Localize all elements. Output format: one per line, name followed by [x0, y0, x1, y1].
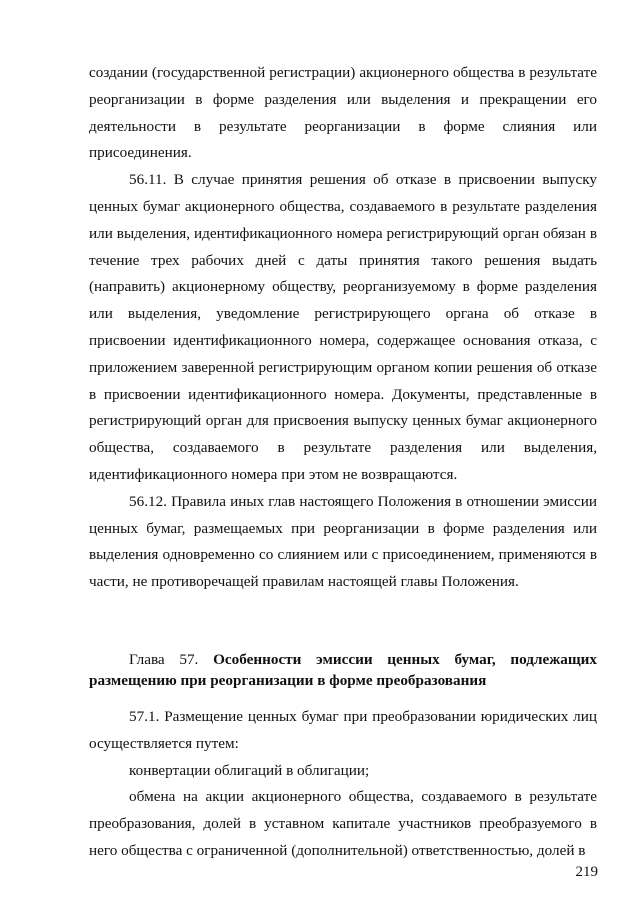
list-item-conversion: конвертации облигаций в облигации;: [129, 761, 370, 779]
paragraph-57-1: 57.1. Размещение ценных бумаг при преобразовании юридических лиц осуществляется путем:: [89, 707, 597, 752]
chapter-heading: [89, 649, 597, 691]
paragraph-56-11: 56.11. В случае принятия решения об отказе в присвоении выпуску ценных бумаг акционерного общества, создаваемого в результате разделения или выделения, идентификационного номера регистрирующий орган обязан в течение трех рабочих дней с даты принятия такого решения выдать (направить) акционерному обществу, реорганизуемому в форме разделения или выделения, уведомление регистрирующего органа об отказе в присвоении идентификационного номера, содержащее основания отказа, с приложением заверенной регистрирующим органом копии решения об отказе в присвоении идентификационного номера. Документы, представленные в регистрирующий орган для присвоения выпуску ценных бумаг акционерного общества, создаваемого в результате разделения или выделения, идентификационного номера при этом не возвращаются.: [89, 171, 597, 483]
page-body: [89, 60, 597, 865]
chapter-number: Глава 57.: [129, 650, 199, 668]
list-item-exchange: обмена на акции акционерного общества, создаваемого в результате преобразования, долей в уставном капитале участников преобразуемого в него общества с ограниченной (дополнительной) ответственностью, долей в: [89, 788, 597, 859]
chapter-title: Особенности эмиссии ценных бумаг, подлежащих размещению при реорганизации в форме преобразования: [89, 650, 597, 689]
paragraph-continuation: создании (государственной регистрации) акционерного общества в результате реорганизации в форме разделения или выделения и прекращении его деятельности в результате реорганизации в форме слияния или присоединения.: [89, 64, 597, 162]
page-number: 219: [575, 864, 598, 880]
paragraph-56-12: 56.12. Правила иных глав настоящего Положения в отношении эмиссии ценных бумаг, размещаемых при реорганизации в форме разделения или выделения одновременно со слиянием или с присоединением, применяются в части, не противоречащей правилам настоящей главы Положения.: [89, 492, 597, 591]
